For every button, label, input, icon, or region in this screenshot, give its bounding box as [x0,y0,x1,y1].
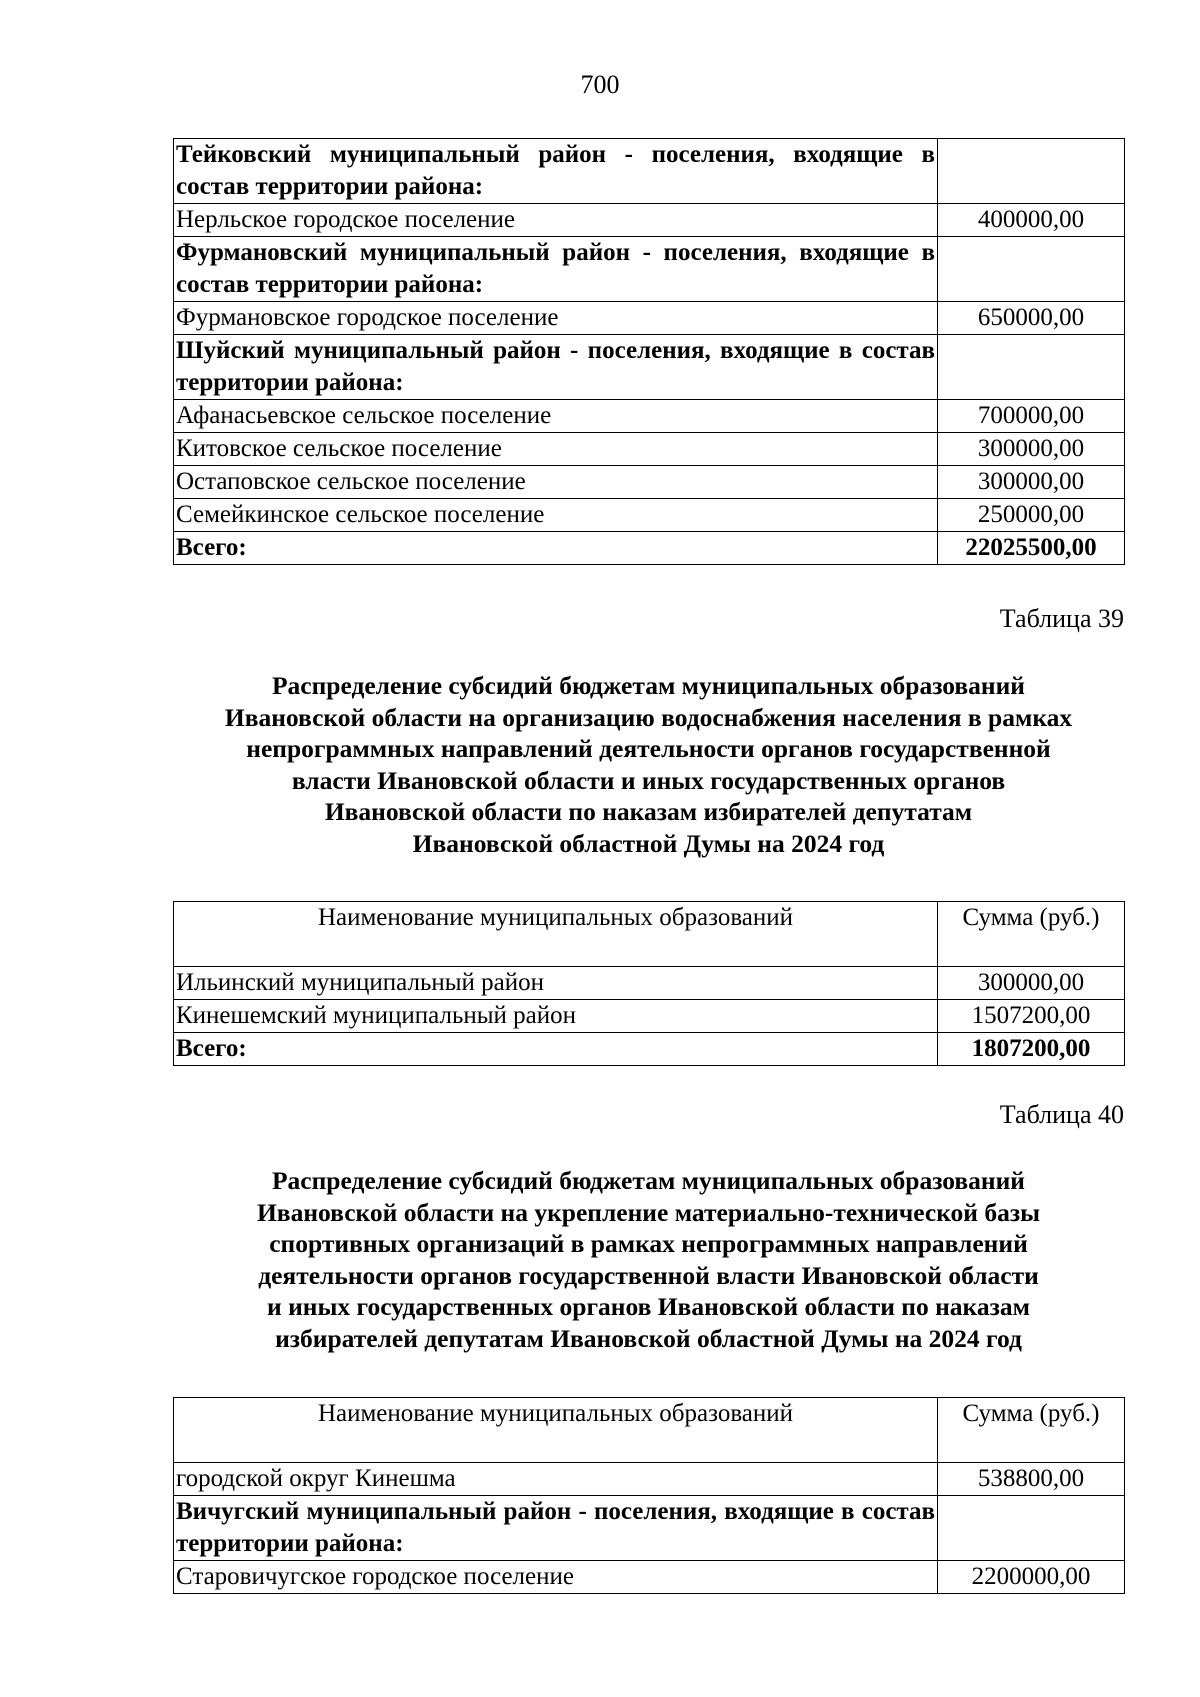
table-row [174,1561,1125,1594]
table-row [174,204,1125,237]
table-39-title [173,670,1124,859]
table-row [174,466,1125,499]
table-row [174,1000,1125,1033]
row-amount: 400000,00 [938,204,1125,237]
row-amount: 650000,00 [938,302,1125,335]
row-amount: 1507200,00 [938,1000,1125,1033]
row-name: Ильинский муниципальный район [174,967,938,1000]
column-header-name: Наименование муниципальных образований [174,902,938,967]
row-amount [938,139,1125,204]
row-amount: 22025500,00 [938,532,1125,565]
row-amount: 300000,00 [938,967,1125,1000]
table-row-total [174,532,1125,565]
row-name: Шуйский муниципальный район - поселения, входящие в состав территории района: [174,335,938,400]
table-row-group [174,335,1125,400]
table-row-group [174,139,1125,204]
row-amount: 300000,00 [938,466,1125,499]
row-amount: 700000,00 [938,400,1125,433]
title-line: спортивных организаций в рамках непрограммных направлений [269,1229,1028,1258]
title-line: непрограммных направлений деятельности органов государственной [246,734,1051,763]
table-40-label: Таблица 40 [999,1100,1124,1129]
row-amount: 250000,00 [938,499,1125,532]
table-40 [173,1397,1125,1594]
page-number: 700 [580,70,620,99]
row-name: Семейкинское сельское поселение [174,499,938,532]
table-row-group [174,237,1125,302]
row-amount: 2200000,00 [938,1561,1125,1594]
row-name: Вичугский муниципальный район - поселения, входящие в состав территории района: [174,1496,938,1561]
title-line: Ивановской областной Думы на 2024 год [412,828,885,858]
table-row [174,499,1125,532]
table-39 [173,901,1125,1066]
table-row [174,400,1125,433]
table-row [174,433,1125,466]
row-name: Нерльское городское поселение [174,204,938,237]
row-amount: 1807200,00 [938,1033,1125,1066]
row-amount [938,237,1125,302]
title-line: Распределение субсидий бюджетам муниципальных образований [271,1166,1026,1195]
table-row [174,1463,1125,1496]
row-amount [938,335,1125,400]
title-line: Ивановской области на организацию водоснабжения населения в рамках [224,702,1073,732]
column-header-amount: Сумма (руб.) [938,1398,1125,1463]
column-header-name: Наименование муниципальных образований [174,1398,938,1463]
title-line: деятельности органов государственной власти Ивановской области [258,1260,1039,1290]
table-header-row [174,902,1125,967]
row-name: Остаповское сельское поселение [174,466,938,499]
table-39-label: Таблица 39 [999,604,1124,633]
row-name: Фурмановское городское поселение [174,302,938,335]
row-name: Фурмановский муниципальный район - поселения, входящие в состав территории района: [174,237,938,302]
row-name: Всего: [174,1033,938,1066]
table-row [174,967,1125,1000]
row-name: Тейковский муниципальный район - поселения, входящие в состав территории района: [174,139,938,204]
title-line: избирателей депутатам Ивановской областной Думы на 2024 год [275,1323,1022,1353]
title-line: Ивановской области по наказам избирателей депутатам [324,797,973,826]
title-line: Распределение субсидий бюджетам муниципальных образований [271,671,1026,700]
title-line: Ивановской области на укрепление материально-технической базы [256,1197,1041,1227]
row-name: Старовичугское городское поселение [174,1561,938,1594]
table-40-title [173,1165,1124,1354]
title-line: власти Ивановской области и иных государственных органов [291,765,1006,795]
row-amount: 538800,00 [938,1463,1125,1496]
column-header-amount: Сумма (руб.) [938,902,1125,967]
row-name: Афанасьевское сельское поселение [174,400,938,433]
table-row [174,302,1125,335]
row-amount [938,1496,1125,1561]
table-row-total [174,1033,1125,1066]
row-name: городской округ Кинешма [174,1463,938,1496]
table-top-continuation [173,138,1125,565]
table-header-row [174,1398,1125,1463]
row-name: Китовское сельское поселение [174,433,938,466]
title-line: и иных государственных органов Ивановской области по наказам [267,1292,1030,1321]
row-amount: 300000,00 [938,433,1125,466]
table-row-group [174,1496,1125,1561]
row-name: Всего: [174,532,938,565]
row-name: Кинешемский муниципальный район [174,1000,938,1033]
